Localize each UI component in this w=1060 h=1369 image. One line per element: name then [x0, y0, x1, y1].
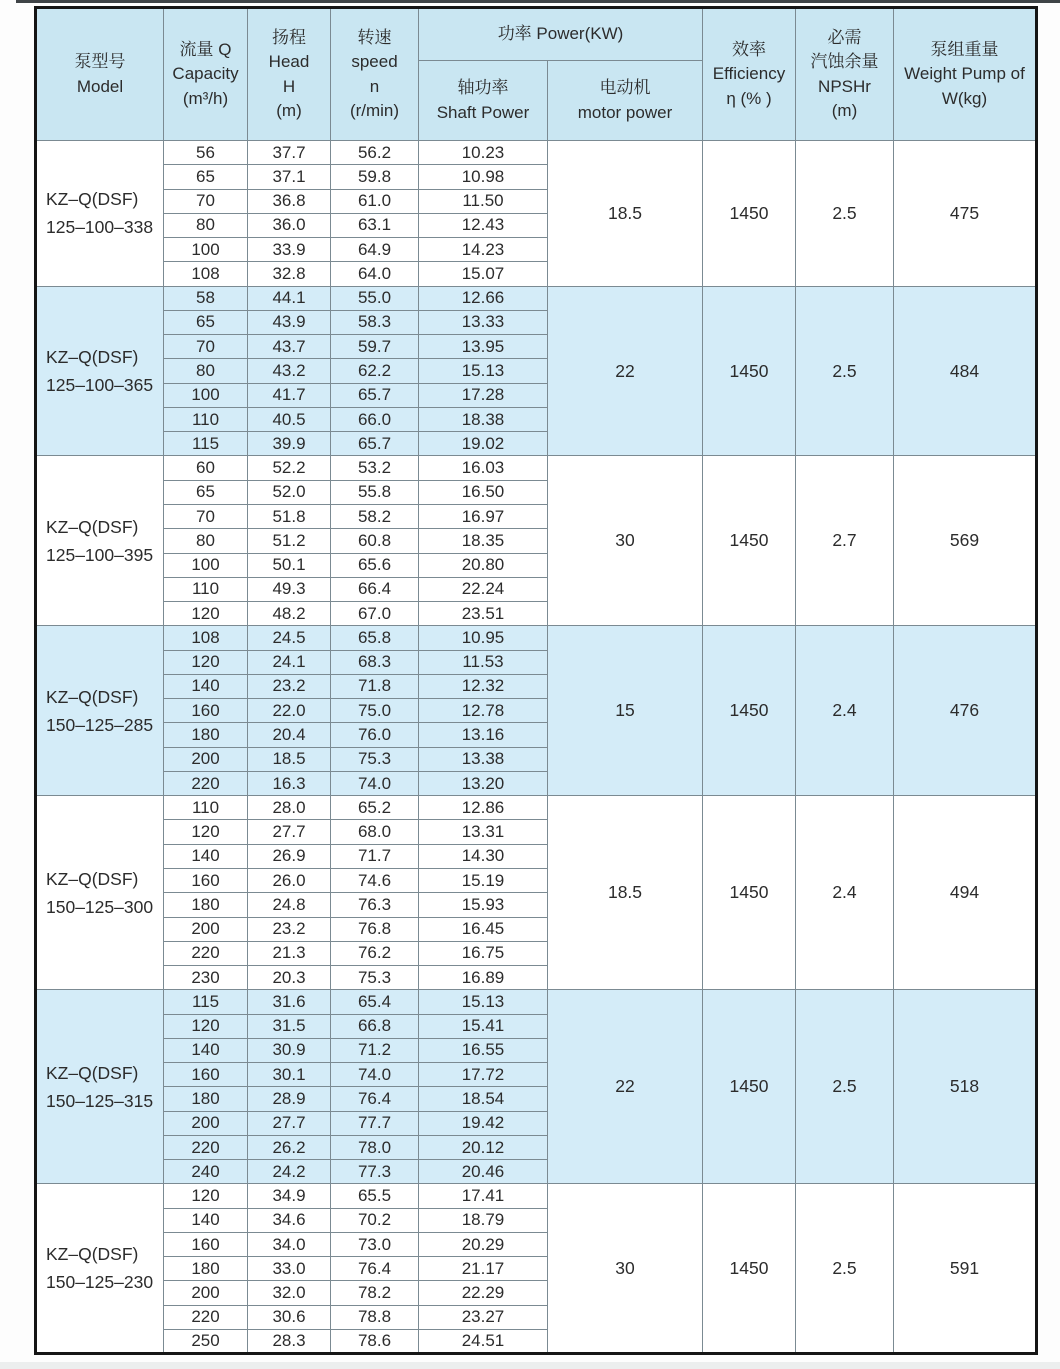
head-cell: 43.9	[248, 310, 331, 334]
shaft-power-cell: 23.51	[419, 602, 548, 626]
capacity-cell: 115	[164, 990, 248, 1014]
weight-cell: 569	[894, 456, 1037, 626]
speed-cell: 62.2	[331, 359, 419, 383]
model-line: 125–100–365	[46, 375, 154, 396]
table-body	[36, 141, 1037, 1354]
efficiency-cell: 1450	[703, 1184, 796, 1354]
capacity-cell: 70	[164, 504, 248, 528]
shaft-power-cell: 20.80	[419, 553, 548, 577]
motor-power-cell: 22	[548, 286, 703, 456]
shaft-power-cell: 15.13	[419, 990, 548, 1014]
motor-power-cell: 18.5	[548, 141, 703, 287]
shaft-power-cell: 20.29	[419, 1232, 548, 1256]
header-label: 流量 Q	[179, 40, 232, 60]
head-cell: 23.2	[248, 674, 331, 698]
speed-cell: 60.8	[331, 529, 419, 553]
capacity-cell: 60	[164, 456, 248, 480]
head-cell: 37.7	[248, 141, 331, 165]
header-label: 泵型号	[74, 52, 126, 72]
head-cell: 24.5	[248, 626, 331, 650]
shaft-power-cell: 20.12	[419, 1135, 548, 1159]
shaft-power-cell: 18.38	[419, 407, 548, 431]
header-label: 扬程	[272, 28, 306, 48]
model-line: KZ–Q(DSF)	[46, 189, 139, 210]
shaft-power-cell: 19.42	[419, 1111, 548, 1135]
speed-cell: 77.3	[331, 1160, 419, 1184]
head-cell: 30.6	[248, 1305, 331, 1329]
head-cell: 26.9	[248, 844, 331, 868]
shaft-power-cell: 15.13	[419, 359, 548, 383]
header-label: Model	[76, 76, 124, 96]
speed-cell: 55.8	[331, 480, 419, 504]
head-cell: 18.5	[248, 747, 331, 771]
weight-cell: 475	[894, 141, 1037, 287]
capacity-cell: 200	[164, 1111, 248, 1135]
speed-cell: 76.0	[331, 723, 419, 747]
head-cell: 51.2	[248, 529, 331, 553]
model-line: 125–100–395	[46, 544, 154, 565]
spec-row	[36, 796, 1037, 820]
speed-cell: 78.2	[331, 1281, 419, 1305]
speed-cell: 77.7	[331, 1111, 419, 1135]
speed-cell: 71.2	[331, 1038, 419, 1062]
head-cell: 43.2	[248, 359, 331, 383]
npshr-cell: 2.5	[796, 286, 894, 456]
motor-power-cell: 18.5	[548, 796, 703, 990]
shaft-power-cell: 16.50	[419, 480, 548, 504]
capacity-cell: 120	[164, 650, 248, 674]
model-cell	[36, 796, 164, 990]
col-header-shaft-power	[419, 61, 548, 141]
header-label: Shaft Power	[436, 102, 530, 122]
speed-cell: 66.4	[331, 577, 419, 601]
spec-row	[36, 141, 1037, 165]
shaft-power-cell: 13.16	[419, 723, 548, 747]
capacity-cell: 140	[164, 1208, 248, 1232]
speed-cell: 68.0	[331, 820, 419, 844]
shaft-power-cell: 14.30	[419, 844, 548, 868]
header-label: 转速	[357, 28, 392, 48]
spec-row	[36, 286, 1037, 310]
header-label: (m)	[831, 100, 858, 120]
head-cell: 43.7	[248, 335, 331, 359]
capacity-cell: 80	[164, 213, 248, 237]
head-cell: 36.0	[248, 213, 331, 237]
shaft-power-cell: 22.24	[419, 577, 548, 601]
speed-cell: 59.8	[331, 165, 419, 189]
speed-cell: 73.0	[331, 1232, 419, 1256]
shaft-power-cell: 15.41	[419, 1014, 548, 1038]
motor-power-cell: 22	[548, 990, 703, 1184]
motor-power-cell: 15	[548, 626, 703, 796]
header-label: Efficiency	[712, 64, 786, 84]
capacity-cell: 180	[164, 893, 248, 917]
table-header	[36, 8, 1037, 141]
speed-cell: 75.3	[331, 747, 419, 771]
capacity-cell: 120	[164, 820, 248, 844]
head-cell: 44.1	[248, 286, 331, 310]
header-row-top	[36, 8, 1037, 61]
npshr-cell: 2.4	[796, 626, 894, 796]
col-header-weight	[894, 8, 1037, 141]
speed-cell: 67.0	[331, 602, 419, 626]
shaft-power-cell: 12.66	[419, 286, 548, 310]
speed-cell: 65.5	[331, 1184, 419, 1208]
model-line: KZ–Q(DSF)	[46, 868, 139, 889]
head-cell: 31.6	[248, 990, 331, 1014]
shaft-power-cell: 16.97	[419, 504, 548, 528]
capacity-cell: 65	[164, 480, 248, 504]
speed-cell: 66.0	[331, 407, 419, 431]
speed-cell: 76.4	[331, 1257, 419, 1281]
motor-power-cell: 30	[548, 456, 703, 626]
capacity-cell: 110	[164, 407, 248, 431]
capacity-cell: 70	[164, 335, 248, 359]
speed-cell: 65.7	[331, 432, 419, 456]
model-cell	[36, 286, 164, 456]
speed-cell: 58.3	[331, 310, 419, 334]
shaft-power-cell: 19.02	[419, 432, 548, 456]
head-cell: 16.3	[248, 771, 331, 795]
model-line: 150–125–315	[46, 1090, 154, 1111]
shaft-power-cell: 21.17	[419, 1257, 548, 1281]
model-cell	[36, 141, 164, 287]
spec-row	[36, 456, 1037, 480]
capacity-cell: 160	[164, 699, 248, 723]
capacity-cell: 65	[164, 310, 248, 334]
capacity-cell: 180	[164, 1257, 248, 1281]
header-label: (m)	[276, 100, 302, 120]
shaft-power-cell: 11.53	[419, 650, 548, 674]
npshr-cell: 2.5	[796, 1184, 894, 1354]
model-cell	[36, 626, 164, 796]
shaft-power-cell: 17.41	[419, 1184, 548, 1208]
speed-cell: 64.9	[331, 238, 419, 262]
capacity-cell: 240	[164, 1160, 248, 1184]
head-cell: 50.1	[248, 553, 331, 577]
speed-cell: 75.3	[331, 966, 419, 990]
efficiency-cell: 1450	[703, 456, 796, 626]
speed-cell: 75.0	[331, 699, 419, 723]
speed-cell: 59.7	[331, 335, 419, 359]
head-cell: 22.0	[248, 699, 331, 723]
capacity-cell: 100	[164, 553, 248, 577]
shaft-power-cell: 17.72	[419, 1063, 548, 1087]
npshr-cell: 2.7	[796, 456, 894, 626]
model-cell	[36, 1184, 164, 1354]
header-label: speed	[351, 52, 398, 72]
header-label: η (% )	[726, 88, 772, 108]
top-divider	[16, 0, 1060, 3]
header-label: Capacity	[172, 64, 239, 84]
pump-spec-table	[34, 6, 1038, 1355]
capacity-cell: 160	[164, 868, 248, 892]
header-label: Weight Pump of	[904, 64, 1025, 84]
shaft-power-cell: 12.32	[419, 674, 548, 698]
speed-cell: 71.7	[331, 844, 419, 868]
capacity-cell: 200	[164, 917, 248, 941]
model-line: KZ–Q(DSF)	[46, 516, 139, 537]
header-label: 必需	[827, 28, 862, 48]
head-cell: 48.2	[248, 602, 331, 626]
head-cell: 37.1	[248, 165, 331, 189]
speed-cell: 66.8	[331, 1014, 419, 1038]
npshr-cell: 2.4	[796, 796, 894, 990]
head-cell: 30.1	[248, 1063, 331, 1087]
head-cell: 30.9	[248, 1038, 331, 1062]
head-cell: 51.8	[248, 504, 331, 528]
head-cell: 28.0	[248, 796, 331, 820]
shaft-power-cell: 10.95	[419, 626, 548, 650]
efficiency-cell: 1450	[703, 626, 796, 796]
col-header-speed	[331, 8, 419, 141]
model-line: 150–125–300	[46, 896, 154, 917]
speed-cell: 74.6	[331, 868, 419, 892]
header-label: NPSHr	[818, 76, 871, 96]
efficiency-cell: 1450	[703, 796, 796, 990]
capacity-cell: 56	[164, 141, 248, 165]
col-header-model	[36, 8, 164, 141]
model-line: 125–100–338	[46, 217, 154, 238]
speed-cell: 76.2	[331, 941, 419, 965]
head-cell: 34.9	[248, 1184, 331, 1208]
col-header-head	[248, 8, 331, 141]
capacity-cell: 160	[164, 1232, 248, 1256]
head-cell: 41.7	[248, 383, 331, 407]
shaft-power-cell: 16.89	[419, 966, 548, 990]
weight-cell: 476	[894, 626, 1037, 796]
shaft-power-cell: 20.46	[419, 1160, 548, 1184]
head-cell: 34.0	[248, 1232, 331, 1256]
col-header-power-group: 功率 Power(KW)	[419, 8, 703, 61]
model-line: KZ–Q(DSF)	[46, 347, 139, 368]
header-label: W(kg)	[941, 88, 988, 108]
shaft-power-cell: 15.07	[419, 262, 548, 286]
head-cell: 24.8	[248, 893, 331, 917]
head-cell: 23.2	[248, 917, 331, 941]
speed-cell: 58.2	[331, 504, 419, 528]
shaft-power-cell: 10.98	[419, 165, 548, 189]
capacity-cell: 220	[164, 941, 248, 965]
speed-cell: 76.8	[331, 917, 419, 941]
shaft-power-cell: 15.93	[419, 893, 548, 917]
shaft-power-cell: 12.78	[419, 699, 548, 723]
capacity-cell: 160	[164, 1063, 248, 1087]
shaft-power-cell: 16.03	[419, 456, 548, 480]
capacity-cell: 230	[164, 966, 248, 990]
shaft-power-cell: 17.28	[419, 383, 548, 407]
speed-cell: 61.0	[331, 189, 419, 213]
speed-cell: 76.4	[331, 1087, 419, 1111]
shaft-power-cell: 22.29	[419, 1281, 548, 1305]
head-cell: 31.5	[248, 1014, 331, 1038]
efficiency-cell: 1450	[703, 286, 796, 456]
capacity-cell: 220	[164, 771, 248, 795]
header-label: 电动机	[599, 78, 651, 98]
shaft-power-cell: 18.54	[419, 1087, 548, 1111]
capacity-cell: 100	[164, 238, 248, 262]
capacity-cell: 220	[164, 1305, 248, 1329]
speed-cell: 65.2	[331, 796, 419, 820]
capacity-cell: 108	[164, 626, 248, 650]
npshr-cell: 2.5	[796, 990, 894, 1184]
head-cell: 49.3	[248, 577, 331, 601]
head-cell: 34.6	[248, 1208, 331, 1232]
header-label: H	[282, 76, 296, 96]
speed-cell: 63.1	[331, 213, 419, 237]
weight-cell: 591	[894, 1184, 1037, 1354]
header-label: n	[369, 76, 380, 96]
shaft-power-cell: 13.20	[419, 771, 548, 795]
capacity-cell: 58	[164, 286, 248, 310]
head-cell: 32.8	[248, 262, 331, 286]
shaft-power-cell: 13.31	[419, 820, 548, 844]
spec-row	[36, 990, 1037, 1014]
capacity-cell: 200	[164, 1281, 248, 1305]
efficiency-cell: 1450	[703, 141, 796, 287]
head-cell: 26.0	[248, 868, 331, 892]
head-cell: 24.2	[248, 1160, 331, 1184]
head-cell: 20.4	[248, 723, 331, 747]
head-cell: 24.1	[248, 650, 331, 674]
capacity-cell: 108	[164, 262, 248, 286]
head-cell: 27.7	[248, 1111, 331, 1135]
model-line: 150–125–285	[46, 714, 154, 735]
capacity-cell: 110	[164, 796, 248, 820]
speed-cell: 78.0	[331, 1135, 419, 1159]
model-line: 150–125–230	[46, 1272, 154, 1293]
col-header-motor-power	[548, 61, 703, 141]
capacity-cell: 100	[164, 383, 248, 407]
header-label: Head	[268, 52, 310, 72]
spec-row	[36, 1184, 1037, 1208]
shaft-power-cell: 18.35	[419, 529, 548, 553]
capacity-cell: 120	[164, 1184, 248, 1208]
head-cell: 39.9	[248, 432, 331, 456]
capacity-cell: 110	[164, 577, 248, 601]
head-cell: 33.0	[248, 1257, 331, 1281]
bottom-divider	[0, 1362, 1060, 1369]
header-label: motor power	[577, 102, 673, 122]
head-cell: 33.9	[248, 238, 331, 262]
speed-cell: 64.0	[331, 262, 419, 286]
head-cell: 26.2	[248, 1135, 331, 1159]
speed-cell: 76.3	[331, 893, 419, 917]
head-cell: 28.3	[248, 1330, 331, 1354]
shaft-power-cell: 23.27	[419, 1305, 548, 1329]
speed-cell: 65.7	[331, 383, 419, 407]
capacity-cell: 80	[164, 359, 248, 383]
efficiency-cell: 1450	[703, 990, 796, 1184]
weight-cell: 484	[894, 286, 1037, 456]
capacity-cell: 80	[164, 529, 248, 553]
weight-cell: 518	[894, 990, 1037, 1184]
model-cell	[36, 456, 164, 626]
capacity-cell: 200	[164, 747, 248, 771]
shaft-power-cell: 13.95	[419, 335, 548, 359]
model-line: KZ–Q(DSF)	[46, 686, 139, 707]
header-label: (r/min)	[349, 100, 400, 120]
head-cell: 52.0	[248, 480, 331, 504]
capacity-cell: 140	[164, 1038, 248, 1062]
speed-cell: 68.3	[331, 650, 419, 674]
speed-cell: 55.0	[331, 286, 419, 310]
speed-cell: 53.2	[331, 456, 419, 480]
col-header-efficiency	[703, 8, 796, 141]
shaft-power-cell: 10.23	[419, 141, 548, 165]
header-label: 效率	[732, 40, 766, 60]
capacity-cell: 65	[164, 165, 248, 189]
col-header-npshr	[796, 8, 894, 141]
shaft-power-cell: 12.86	[419, 796, 548, 820]
capacity-cell: 115	[164, 432, 248, 456]
speed-cell: 65.8	[331, 626, 419, 650]
weight-cell: 494	[894, 796, 1037, 990]
shaft-power-cell: 11.50	[419, 189, 548, 213]
speed-cell: 65.4	[331, 990, 419, 1014]
shaft-power-cell: 16.55	[419, 1038, 548, 1062]
capacity-cell: 180	[164, 1087, 248, 1111]
speed-cell: 78.6	[331, 1330, 419, 1354]
speed-cell: 56.2	[331, 141, 419, 165]
head-cell: 20.3	[248, 966, 331, 990]
model-line: KZ–Q(DSF)	[46, 1244, 139, 1265]
speed-cell: 78.8	[331, 1305, 419, 1329]
col-header-capacity	[164, 8, 248, 141]
model-line: KZ–Q(DSF)	[46, 1062, 139, 1083]
shaft-power-cell: 15.19	[419, 868, 548, 892]
head-cell: 21.3	[248, 941, 331, 965]
capacity-cell: 140	[164, 844, 248, 868]
head-cell: 27.7	[248, 820, 331, 844]
shaft-power-cell: 12.43	[419, 213, 548, 237]
capacity-cell: 140	[164, 674, 248, 698]
speed-cell: 65.6	[331, 553, 419, 577]
head-cell: 28.9	[248, 1087, 331, 1111]
capacity-cell: 220	[164, 1135, 248, 1159]
capacity-cell: 120	[164, 1014, 248, 1038]
model-cell	[36, 990, 164, 1184]
head-cell: 32.0	[248, 1281, 331, 1305]
head-cell: 52.2	[248, 456, 331, 480]
header-label: 汽蚀余量	[810, 52, 879, 72]
spec-row	[36, 626, 1037, 650]
speed-cell: 74.0	[331, 1063, 419, 1087]
head-cell: 36.8	[248, 189, 331, 213]
shaft-power-cell: 13.33	[419, 310, 548, 334]
header-label: (m³/h)	[182, 88, 229, 108]
speed-cell: 71.8	[331, 674, 419, 698]
shaft-power-cell: 16.45	[419, 917, 548, 941]
header-label: 轴功率	[457, 78, 509, 98]
motor-power-cell: 30	[548, 1184, 703, 1354]
capacity-cell: 180	[164, 723, 248, 747]
capacity-cell: 120	[164, 602, 248, 626]
head-cell: 40.5	[248, 407, 331, 431]
shaft-power-cell: 24.51	[419, 1330, 548, 1354]
npshr-cell: 2.5	[796, 141, 894, 287]
shaft-power-cell: 18.79	[419, 1208, 548, 1232]
speed-cell: 74.0	[331, 771, 419, 795]
shaft-power-cell: 13.38	[419, 747, 548, 771]
shaft-power-cell: 14.23	[419, 238, 548, 262]
capacity-cell: 70	[164, 189, 248, 213]
shaft-power-cell: 16.75	[419, 941, 548, 965]
speed-cell: 70.2	[331, 1208, 419, 1232]
capacity-cell: 250	[164, 1330, 248, 1354]
header-label: 泵组重量	[930, 40, 999, 60]
